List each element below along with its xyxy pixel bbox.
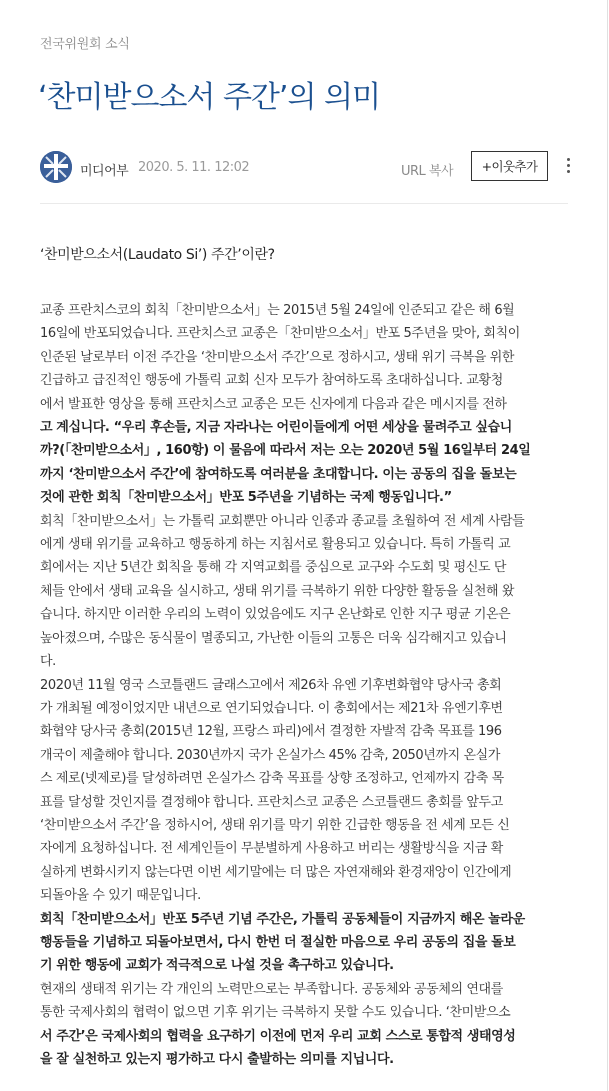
avatar[interactable] [40,151,72,183]
emphasized-text-line: 까?(「찬미받으소서」, 160항) 이 물음에 따라서 저는 오는 2020년 5월 16일부터 24일 [40,443,531,459]
post-category[interactable]: 전국위원회 소식 [40,37,130,52]
text-line: 교종 프란치스코의 회칙「찬미받으소서」는 2015년 5월 24일에 인준되고 같은 해 6월 [40,303,515,318]
text-line: 통한 국제사회의 협력이 없으면 기후 위기는 극복하지 못할 수도 있습니다. ‘찬미받으소 [40,1005,511,1021]
emphasized-text-line: 고 계십니다. “우리 후손들, 지금 자라나는 어린이들에게 어떤 세상을 물려주고 싶습니 [40,420,512,436]
emphasized-text-line: 회칙「찬미받으소서」반포 5주년 기념 주간은, 가톨릭 공동체들이 지금까지 해온 놀라운 [40,911,525,927]
text-line: 화협약 당사국 총회(2015년 12월, 프랑스 파리)에서 결정한 자발적 감축 목표를 196 [40,724,502,740]
add-neighbor-button[interactable]: +이웃추가 [471,151,548,181]
emphasized-text-line: 기 위한 행동에 교회가 적극적으로 나설 것을 촉구하고 있습니다. [40,958,394,974]
emphasized-text-line: 서 주간’은 국제사회의 협력을 요구하기 이전에 먼저 우리 교회 스스로 통합적 생태영성 [40,1028,516,1044]
cross-logo-icon [40,151,72,183]
text-line: 회에서는 지난 5년간 회칙을 통해 각 지역교회를 중심으로 교구와 수도회 및 평신도 단 [40,560,507,576]
text-line: 현재의 생태적 위기는 각 개인의 노력만으로는 부족합니다. 공동체와 공동체의 연대를 [40,981,503,997]
emphasized-text-line: 까지 ‘찬미받으소서 주간’에 참여하도록 여러분을 초대합니다. 이는 공동의 집을 돌보는 [40,466,517,482]
body-paragraph [40,908,572,978]
body-paragraph [40,299,572,510]
text-line: 회칙「찬미받으소서」는 가톨릭 교회뿐만 아니라 인종과 종교를 초월하여 전 세계 사람들 [40,513,525,529]
text-line: 가 개최될 예정이었지만 내년으로 연기되었습니다. 이 총회에서는 제21차 유엔기후변 [40,700,503,716]
text-line: 자에게 요청하십니다. 전 세계인들이 무분별하게 사용하고 버리는 생활방식을 지금 확 [40,841,503,857]
emphasized-text-line: 것에 관한 회칙「찬미받으소서」반포 5주년을 기념하는 국제 행동입니다.” [40,490,452,506]
text-line: 2020년 11월 영국 스코틀랜드 글래스고에서 제26차 유엔 기후변화협약 당사국 총회 [40,677,502,693]
post-title: ‘찬미받으소서 주간’의 의미 [38,80,380,115]
text-line: ‘찬미받으소서 주간’을 정하시어, 생태 위기를 막기 위한 긴급한 행동을 전 세계 모든 신 [40,817,510,833]
body-paragraph [40,510,572,674]
text-line: 표를 달성할 것인지를 결정해야 합니다. 프란치스코 교종은 스코틀랜드 총회를 앞두고 [40,794,503,810]
text-line: 16일에 반포되었습니다. 프란치스코 교종은「찬미받으소서」반포 5주년을 맞아, 회칙이 [40,326,520,342]
text-line: 긴급하고 급진적인 행동에 가톨릭 교회 신자 모두가 참여하도록 초대하십니다. 교황청 [40,373,503,389]
text-line: 다. [40,654,56,670]
text-line: 체들 안에서 생태 교육을 실시하고, 생태 위기를 극복하기 위한 다양한 활동을 실천해 왔 [40,583,515,599]
header-divider [40,203,568,204]
post-date: 2020. 5. 11. 12:02 [138,160,250,175]
text-line: 에서 발표한 영상을 통해 프란치스코 교종은 모든 신자에게 다음과 같은 메시지를 전하 [40,396,507,412]
more-options-icon[interactable] [560,155,576,179]
text-line: 에게 생태 위기를 교육하고 행동하게 하는 지침서로 활용되고 있습니다. 특히 가톨릭 교 [40,537,511,553]
section-subheading: ‘찬미받으소서(Laudato Si’) 주간’이란? [40,247,275,263]
body-paragraph [40,674,572,908]
text-line: 실하게 변화시키지 않는다면 이번 세기말에는 더 많은 자연재해와 환경재앙이 인간에게 [40,864,512,880]
paragraph-list [40,299,572,1071]
author-name[interactable]: 미디어부 [80,164,129,179]
text-line: 인준된 날로부터 이전 주간을 ‘찬미받으소서 주간’으로 정하시고, 생태 위기 극복을 위한 [40,349,515,365]
post-body [40,241,572,1071]
post-meta [40,151,580,185]
text-line: 높아졌으며, 수많은 동식물이 멸종되고, 가난한 이들의 고통은 더욱 심각해지고 있습니 [40,630,507,646]
body-paragraph [40,978,572,1072]
text-line: 개국이 제출해야 합니다. 2030년까지 국가 온실가스 45% 감축, 2050년까지 온실가 [40,747,500,763]
text-line: 되돌아올 수 있기 때문입니다. [40,888,201,904]
text-line: 스 제로(넷제로)를 달성하려면 온실가스 감축 목표를 상향 조정하고, 언제까지 감축 목 [40,771,504,787]
emphasized-text-line: 을 잘 실천하고 있는지 평가하고 다시 출발하는 의미를 지닙니다. [40,1052,394,1067]
url-copy-button[interactable]: URL 복사 [401,164,454,179]
emphasized-text-line: 행동들을 기념하고 되돌아보면서, 다시 한번 더 절실한 마음으로 우리 공동의 집을 돌보 [40,934,516,950]
text-line: 습니다. 하지만 이러한 우리의 노력이 있었음에도 지구 온난화로 인한 지구 평균 기온은 [40,607,511,623]
